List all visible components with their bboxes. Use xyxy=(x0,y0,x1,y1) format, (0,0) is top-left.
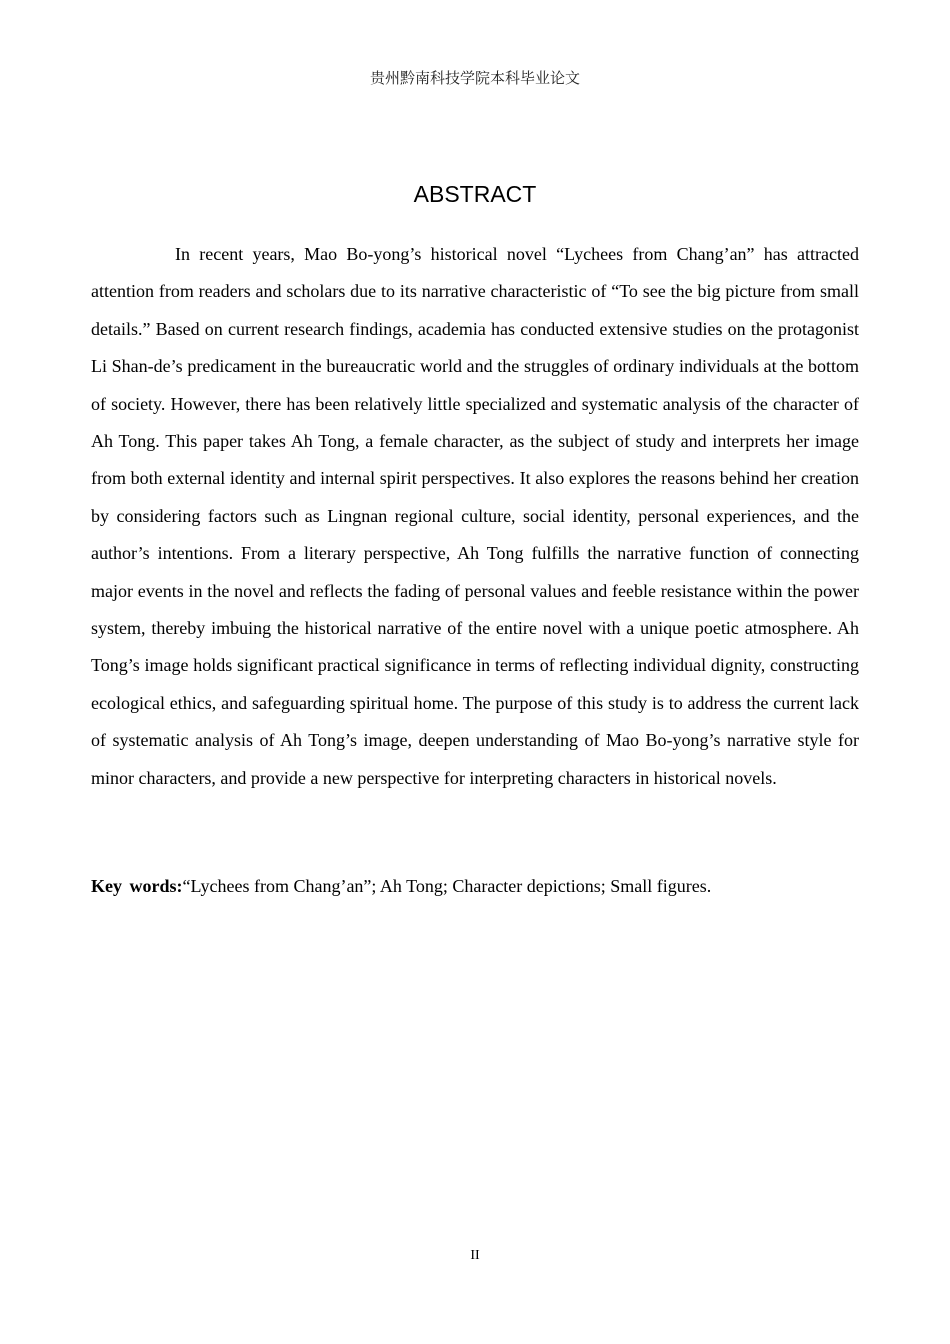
keywords-line xyxy=(91,873,859,899)
abstract-title: ABSTRACT xyxy=(413,181,537,207)
keywords-label: Key words: xyxy=(91,876,183,896)
abstract-body: In recent years, Mao Bo-yong’s historical novel “Lychees from Chang’an” has attracted attention from readers and scholars due to its narrative characteristic of “To see the big picture from small details.” Based on current research findings, academia has conducted extensive studies on the protagonist Li Shan-de’s predicament in the bureaucratic world and the struggles of ordinary individuals at the bottom of society. However, there has been relatively little specialized and systematic analysis of the character of Ah Tong. This paper takes Ah Tong, a female character, as the subject of study and interprets her image from both external identity and internal spirit perspectives. It also explores the reasons behind her creation by considering factors such as Lingnan regional culture, social identity, personal experiences, and the author’s intentions. From a literary perspective, Ah Tong fulfills the narrative function of connecting major events in the novel and reflects the fading of personal values and feeble resistance within the power system, thereby imbuing the historical narrative of the entire novel with a unique poetic atmosphere. Ah Tong’s image holds significant practical significance in terms of reflecting individual dignity, constructing ecological ethics, and safeguarding spiritual home. The purpose of this study is to address the current lack of systematic analysis of Ah Tong’s image, deepen understanding of Mao Bo-yong’s narrative style for minor characters, and provide a new perspective for interpreting characters in historical novels. xyxy=(91,244,859,788)
keywords-text: “Lychees from Chang’an”; Ah Tong; Character depictions; Small figures. xyxy=(182,876,712,896)
running-header: 贵州黔南科技学院本科毕业论文 xyxy=(369,69,580,87)
page-number: II xyxy=(470,1248,480,1263)
